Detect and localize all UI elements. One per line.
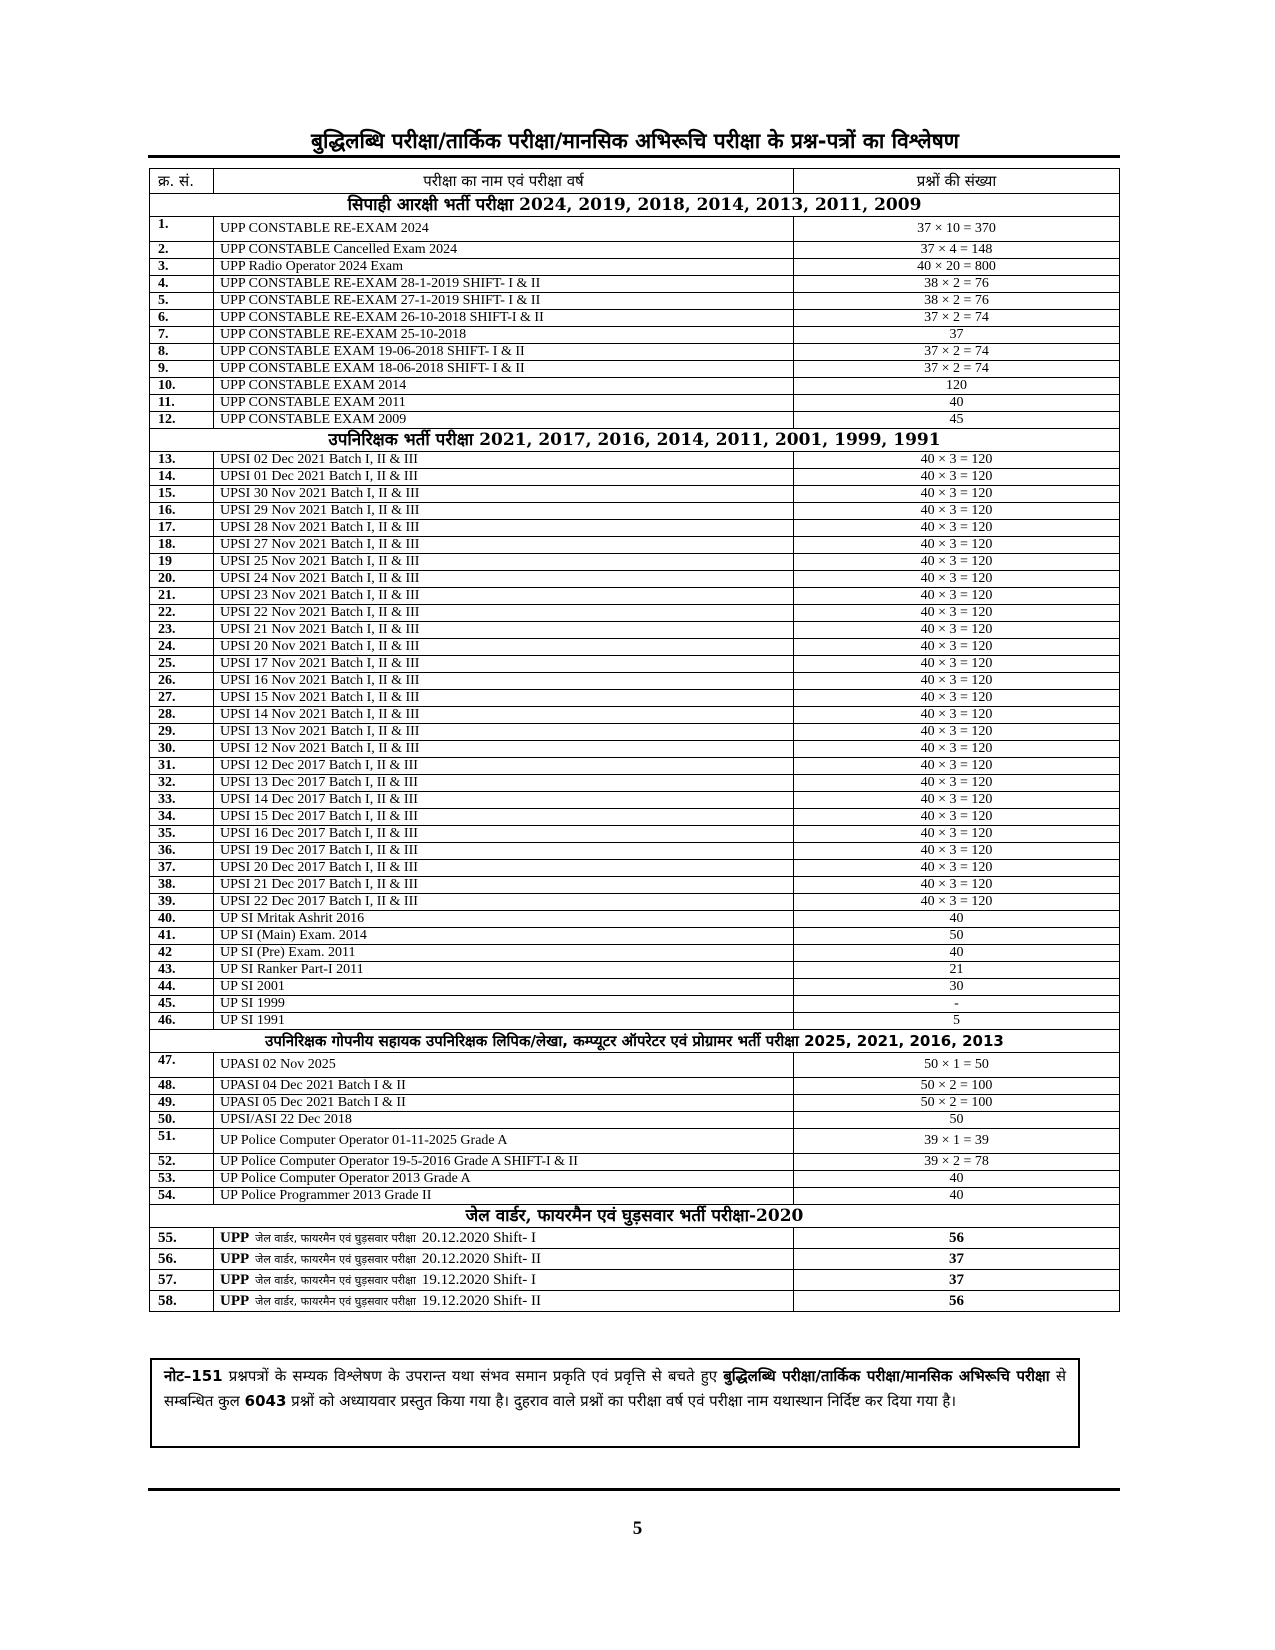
row-serial: 35. [150,826,214,843]
row-exam-name: UPSI 28 Nov 2021 Batch I, II & III [214,520,794,537]
row-exam-name: UPP CONSTABLE RE-EXAM 2024 [214,217,794,242]
row-serial: 27. [150,690,214,707]
table-row [150,242,1120,259]
row-question-count: 40 × 3 = 120 [794,656,1120,673]
table-row [150,344,1120,361]
row-exam-name: UPP CONSTABLE RE-EXAM 25-10-2018 [214,327,794,344]
row-question-count: 40 × 3 = 120 [794,639,1120,656]
row-exam-name: UPASI 05 Dec 2021 Batch I & II [214,1095,794,1112]
row-question-count: 37 [794,1270,1120,1291]
row-question-count: 56 [794,1228,1120,1249]
table-row [150,1095,1120,1112]
table-row [150,571,1120,588]
table-row [150,996,1120,1013]
row-exam-name [214,1228,794,1249]
note-text-2: से सम्बन्धित कुल [164,1367,1066,1410]
row-exam-name: UPSI 25 Nov 2021 Batch I, II & III [214,554,794,571]
row-exam-name: UPSI 15 Nov 2021 Batch I, II & III [214,690,794,707]
row-question-count: 37 × 2 = 74 [794,310,1120,327]
table-row [150,707,1120,724]
row-serial: 46. [150,1013,214,1030]
row-serial: 14. [150,469,214,486]
row-question-count: 120 [794,378,1120,395]
row-serial: 26. [150,673,214,690]
table-row [150,1053,1120,1078]
table-row [150,622,1120,639]
row-exam-name: UPSI 23 Nov 2021 Batch I, II & III [214,588,794,605]
note-text-3: प्रश्नों को अध्यायवार प्रस्तुत किया गया है। दुहराव वाले प्रश्नों का परीक्षा वर्ष एवं परीक्षा नाम यथास्थान निर्दिष्ट कर दिया गया है। [291,1392,957,1410]
row-question-count: 50 × 2 = 100 [794,1095,1120,1112]
row-question-count: 40 × 3 = 120 [794,469,1120,486]
row-question-count: 50 × 2 = 100 [794,1078,1120,1095]
row-question-count: 40 × 3 = 120 [794,588,1120,605]
row-question-count: 38 × 2 = 76 [794,293,1120,310]
row-question-count: 40 [794,395,1120,412]
row-serial: 18. [150,537,214,554]
row-serial: 13. [150,452,214,469]
table-row [150,1112,1120,1129]
row-question-count: 40 × 3 = 120 [794,724,1120,741]
table-row [150,656,1120,673]
row-exam-name: UPSI 17 Nov 2021 Batch I, II & III [214,656,794,673]
row-exam-name: UPP CONSTABLE EXAM 2009 [214,412,794,429]
section-heading-row [150,1205,1120,1228]
section-heading: जेल वार्डर, फायरमैन एवं घुड़सवार भर्ती परीक्षा-2020 [150,1205,1120,1228]
row-exam-name: UPSI 14 Nov 2021 Batch I, II & III [214,707,794,724]
row-question-count: 40 [794,1171,1120,1188]
row-exam-name: UPASI 04 Dec 2021 Batch I & II [214,1078,794,1095]
row-serial: 10. [150,378,214,395]
row-question-count: 50 [794,1112,1120,1129]
row-exam-name: UPSI 02 Dec 2021 Batch I, II & III [214,452,794,469]
table-row [150,724,1120,741]
table-row [150,486,1120,503]
row-question-count: 37 × 10 = 370 [794,217,1120,242]
row-serial: 24. [150,639,214,656]
row-serial: 12. [150,412,214,429]
row-exam-date: 20.12.2020 Shift- I [421,1229,537,1246]
row-serial: 32. [150,775,214,792]
row-serial: 36. [150,843,214,860]
row-serial: 58. [150,1291,214,1312]
table-row [150,639,1120,656]
row-serial: 21. [150,588,214,605]
row-exam-name: UPP CONSTABLE RE-EXAM 28-1-2019 SHIFT- I & II [214,276,794,293]
table-row [150,775,1120,792]
table-row [150,452,1120,469]
row-serial: 34. [150,809,214,826]
footer-rule [148,1488,1120,1491]
row-serial: 4. [150,276,214,293]
table-row [150,503,1120,520]
table-row [150,310,1120,327]
row-question-count: 39 × 2 = 78 [794,1154,1120,1171]
row-question-count: 40 × 20 = 800 [794,259,1120,276]
table-row [150,1171,1120,1188]
row-serial: 25. [150,656,214,673]
row-exam-name: UPP CONSTABLE EXAM 18-06-2018 SHIFT- I & II [214,361,794,378]
row-exam-desc: जेल वार्डर, फायरमैन एवं घुड़सवार परीक्षा [255,1252,416,1266]
row-serial: 54. [150,1188,214,1205]
row-exam-name: UP SI Mritak Ashrit 2016 [214,911,794,928]
row-serial: 57. [150,1270,214,1291]
row-exam-name: UPP CONSTABLE Cancelled Exam 2024 [214,242,794,259]
row-exam-name: UPSI 14 Dec 2017 Batch I, II & III [214,792,794,809]
row-exam-desc: जेल वार्डर, फायरमैन एवं घुड़सवार परीक्षा [255,1294,416,1308]
row-exam-name: UPP Radio Operator 2024 Exam [214,259,794,276]
row-serial: 17. [150,520,214,537]
row-question-count: 5 [794,1013,1120,1030]
row-exam-date: 20.12.2020 Shift- II [421,1250,542,1267]
row-serial: 52. [150,1154,214,1171]
header-question-count: प्रश्नों की संख्या [794,169,1120,194]
row-serial: 16. [150,503,214,520]
note-text-1: प्रश्नपत्रों के सम्यक विश्लेषण के उपरान्त यथा संभव समान प्रकृति एवं प्रवृत्ति से बचते हुए [228,1367,718,1385]
row-question-count: 50 × 1 = 50 [794,1053,1120,1078]
row-question-count: 37 × 2 = 74 [794,361,1120,378]
table-row [150,1249,1120,1270]
row-question-count: 40 × 3 = 120 [794,605,1120,622]
table-row [150,690,1120,707]
row-serial: 3. [150,259,214,276]
table-row [150,293,1120,310]
row-serial: 45. [150,996,214,1013]
table-row [150,520,1120,537]
table-row [150,217,1120,242]
row-exam-name: UP SI Ranker Part-I 2011 [214,962,794,979]
row-question-count: 56 [794,1291,1120,1312]
row-serial: 7. [150,327,214,344]
row-serial: 44. [150,979,214,996]
row-question-count: 40 × 3 = 120 [794,843,1120,860]
row-exam-name: UPSI 21 Dec 2017 Batch I, II & III [214,877,794,894]
row-serial: 48. [150,1078,214,1095]
table-row [150,588,1120,605]
table-row [150,1078,1120,1095]
section-heading: सिपाही आरक्षी भर्ती परीक्षा 2024, 2019, 2018, 2014, 2013, 2011, 2009 [150,194,1120,217]
row-serial: 20. [150,571,214,588]
row-exam-name: UPSI 27 Nov 2021 Batch I, II & III [214,537,794,554]
row-serial: 31. [150,758,214,775]
row-exam-name: UPP CONSTABLE RE-EXAM 27-1-2019 SHIFT- I & II [214,293,794,310]
row-exam-name: UPSI 30 Nov 2021 Batch I, II & III [214,486,794,503]
exam-analysis-table [149,168,1120,1312]
row-question-count: 40 × 3 = 120 [794,741,1120,758]
row-question-count: 30 [794,979,1120,996]
row-exam-name [214,1291,794,1312]
row-exam-name: UPASI 02 Nov 2025 [214,1053,794,1078]
row-serial: 28. [150,707,214,724]
title-rule [148,155,1120,158]
row-exam-name: UPSI 12 Nov 2021 Batch I, II & III [214,741,794,758]
row-question-count: 40 × 3 = 120 [794,809,1120,826]
row-question-count: 38 × 2 = 76 [794,276,1120,293]
row-serial: 6. [150,310,214,327]
row-exam-prefix: UPP [220,1271,250,1288]
row-serial: 41. [150,928,214,945]
row-serial: 51. [150,1129,214,1154]
row-serial: 5. [150,293,214,310]
table-row [150,1129,1120,1154]
row-question-count: 40 × 3 = 120 [794,520,1120,537]
row-exam-name: UPSI 22 Nov 2021 Batch I, II & III [214,605,794,622]
row-question-count: 40 × 3 = 120 [794,707,1120,724]
table-row [150,554,1120,571]
row-serial: 30. [150,741,214,758]
table-row [150,1270,1120,1291]
row-exam-name: UPSI 19 Dec 2017 Batch I, II & III [214,843,794,860]
section-heading: उपनिरिक्षक गोपनीय सहायक उपनिरिक्षक लिपिक/लेखा, कम्प्यूटर ऑपरेटर एवं प्रोग्रामर भर्ती परीक्षा 2025, 2021, 2016, 2013 [150,1030,1120,1053]
section-heading-row [150,429,1120,452]
table-row [150,327,1120,344]
row-exam-name: UPSI 29 Nov 2021 Batch I, II & III [214,503,794,520]
row-serial: 23. [150,622,214,639]
section-heading-row [150,1030,1120,1053]
table-row [150,741,1120,758]
row-question-count: 40 [794,1188,1120,1205]
row-exam-name [214,1270,794,1291]
row-exam-name: UPSI 13 Nov 2021 Batch I, II & III [214,724,794,741]
table-row [150,758,1120,775]
row-question-count: 40 × 3 = 120 [794,894,1120,911]
table-header-row [150,169,1120,194]
row-question-count: 37 × 2 = 74 [794,344,1120,361]
row-question-count: 40 × 3 = 120 [794,673,1120,690]
row-question-count: 37 [794,1249,1120,1270]
row-question-count: 40 × 3 = 120 [794,554,1120,571]
row-exam-date: 19.12.2020 Shift- II [421,1292,542,1309]
row-exam-name: UPSI 13 Dec 2017 Batch I, II & III [214,775,794,792]
row-question-count: 37 [794,327,1120,344]
table-row [150,928,1120,945]
row-serial: 55. [150,1228,214,1249]
row-question-count: 40 × 3 = 120 [794,758,1120,775]
row-exam-prefix: UPP [220,1250,250,1267]
row-exam-name: UPSI 21 Nov 2021 Batch I, II & III [214,622,794,639]
row-serial: 22. [150,605,214,622]
row-serial: 1. [150,217,214,242]
table-row [150,276,1120,293]
row-serial: 33. [150,792,214,809]
row-exam-name: UPSI 24 Nov 2021 Batch I, II & III [214,571,794,588]
row-serial: 2. [150,242,214,259]
table-row [150,1291,1120,1312]
row-exam-name: UPSI 22 Dec 2017 Batch I, II & III [214,894,794,911]
table-row [150,1013,1120,1030]
note-box [150,1358,1080,1448]
row-exam-name: UP Police Computer Operator 2013 Grade A [214,1171,794,1188]
row-serial: 9. [150,361,214,378]
row-exam-name: UPP CONSTABLE EXAM 2014 [214,378,794,395]
row-question-count: 40 [794,945,1120,962]
table-row [150,962,1120,979]
table-row [150,469,1120,486]
row-question-count: 40 × 3 = 120 [794,775,1120,792]
row-question-count: 40 × 3 = 120 [794,690,1120,707]
row-serial: 53. [150,1171,214,1188]
row-exam-name: UPP CONSTABLE EXAM 19-06-2018 SHIFT- I & II [214,344,794,361]
row-exam-name: UPSI 20 Dec 2017 Batch I, II & III [214,860,794,877]
row-exam-prefix: UPP [220,1292,250,1309]
row-serial: 50. [150,1112,214,1129]
row-question-count: 40 × 3 = 120 [794,503,1120,520]
row-serial: 11. [150,395,214,412]
row-question-count: 50 [794,928,1120,945]
row-exam-name: UPSI 16 Dec 2017 Batch I, II & III [214,826,794,843]
table-row [150,361,1120,378]
row-question-count: 40 [794,911,1120,928]
row-question-count: 45 [794,412,1120,429]
table-row [150,843,1120,860]
note-bold-2: 6043 [244,1392,287,1410]
table-row [150,378,1120,395]
table-row [150,826,1120,843]
table-row [150,605,1120,622]
row-exam-name: UPSI 01 Dec 2021 Batch I, II & III [214,469,794,486]
table-row [150,395,1120,412]
row-exam-name: UP Police Programmer 2013 Grade II [214,1188,794,1205]
table-row [150,979,1120,996]
note-bold-1: बुद्धिलब्धि परीक्षा/तार्किक परीक्षा/मानसिक अभिरूचि परीक्षा [723,1367,1050,1385]
row-exam-name: UPP CONSTABLE EXAM 2011 [214,395,794,412]
table-row [150,537,1120,554]
row-serial: 43. [150,962,214,979]
table-row [150,809,1120,826]
section-heading: उपनिरिक्षक भर्ती परीक्षा 2021, 2017, 2016, 2014, 2011, 2001, 1999, 1991 [150,429,1120,452]
row-question-count: 40 × 3 = 120 [794,452,1120,469]
row-question-count: 40 × 3 = 120 [794,792,1120,809]
row-question-count: 40 × 3 = 120 [794,537,1120,554]
table-row [150,1154,1120,1171]
row-exam-date: 19.12.2020 Shift- I [421,1271,537,1288]
row-question-count: 40 × 3 = 120 [794,826,1120,843]
table-row [150,259,1120,276]
page-number: 5 [632,1518,643,1539]
table-row [150,1188,1120,1205]
row-serial: 38. [150,877,214,894]
table-row [150,792,1120,809]
row-exam-name: UP SI 1991 [214,1013,794,1030]
row-serial: 47. [150,1053,214,1078]
row-exam-name: UPSI/ASI 22 Dec 2018 [214,1112,794,1129]
note-label: नोट–151 [164,1367,223,1385]
row-exam-name: UP Police Computer Operator 01-11-2025 Grade A [214,1129,794,1154]
row-question-count: 21 [794,962,1120,979]
row-serial: 39. [150,894,214,911]
row-exam-name: UPSI 16 Nov 2021 Batch I, II & III [214,673,794,690]
row-serial: 56. [150,1249,214,1270]
row-serial: 29. [150,724,214,741]
row-serial: 49. [150,1095,214,1112]
table-row [150,911,1120,928]
row-serial: 37. [150,860,214,877]
row-serial: 19 [150,554,214,571]
section-heading-row [150,194,1120,217]
row-exam-name: UP SI (Pre) Exam. 2011 [214,945,794,962]
header-sn: क्र. सं. [150,169,214,194]
row-exam-name: UP SI 1999 [214,996,794,1013]
row-exam-desc: जेल वार्डर, फायरमैन एवं घुड़सवार परीक्षा [255,1231,416,1245]
row-question-count: 40 × 3 = 120 [794,622,1120,639]
row-question-count: 40 × 3 = 120 [794,571,1120,588]
page-title: बुद्धिलब्धि परीक्षा/तार्किक परीक्षा/मानसिक अभिरूचि परीक्षा के प्रश्न-पत्रों का विश्लेषण [311,129,959,153]
table-row [150,673,1120,690]
table-row [150,1228,1120,1249]
header-exam-name: परीक्षा का नाम एवं परीक्षा वर्ष [214,169,794,194]
row-exam-name: UPP CONSTABLE RE-EXAM 26-10-2018 SHIFT-I & II [214,310,794,327]
row-exam-prefix: UPP [220,1229,250,1246]
row-question-count: 40 × 3 = 120 [794,860,1120,877]
row-serial: 8. [150,344,214,361]
row-serial: 40. [150,911,214,928]
row-exam-name [214,1249,794,1270]
row-exam-name: UPSI 12 Dec 2017 Batch I, II & III [214,758,794,775]
table-row [150,945,1120,962]
row-exam-name: UPSI 15 Dec 2017 Batch I, II & III [214,809,794,826]
row-exam-name: UP Police Computer Operator 19-5-2016 Grade A SHIFT-I & II [214,1154,794,1171]
row-exam-name: UP SI (Main) Exam. 2014 [214,928,794,945]
row-serial: 15. [150,486,214,503]
row-exam-desc: जेल वार्डर, फायरमैन एवं घुड़सवार परीक्षा [255,1273,416,1287]
row-question-count: - [794,996,1120,1013]
row-exam-name: UP SI 2001 [214,979,794,996]
row-question-count: 40 × 3 = 120 [794,877,1120,894]
row-exam-name: UPSI 20 Nov 2021 Batch I, II & III [214,639,794,656]
table-row [150,894,1120,911]
table-row [150,860,1120,877]
row-question-count: 40 × 3 = 120 [794,486,1120,503]
table-row [150,877,1120,894]
row-question-count: 37 × 4 = 148 [794,242,1120,259]
row-question-count: 39 × 1 = 39 [794,1129,1120,1154]
table-row [150,412,1120,429]
row-serial: 42 [150,945,214,962]
